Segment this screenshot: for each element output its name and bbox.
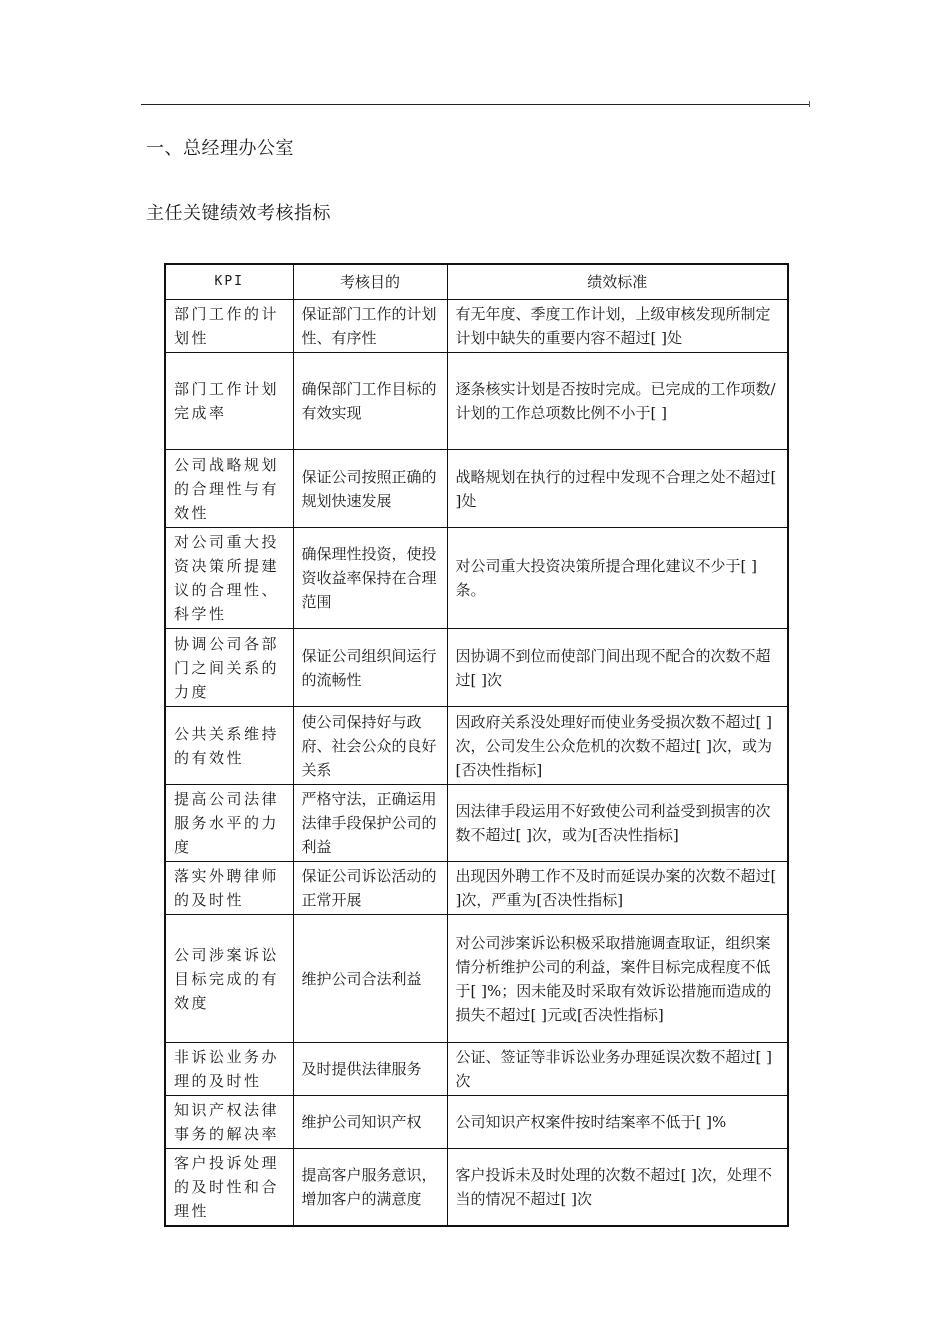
table-header-row [165,264,788,300]
standard-cell: 客户投诉未及时处理的次数不超过[ ]次，处理不当的情况不超过[ ]次 [447,1149,788,1227]
header-standard: 绩效标准 [447,264,788,300]
kpi-name-cell: 对公司重大投资决策所提建议的合理性、科学性 [165,528,293,629]
kpi-name-cell: 公司战略规划的合理性与有效性 [165,450,293,528]
table-row [165,629,788,707]
kpi-name-cell: 落实外聘律师的及时性 [165,862,293,915]
kpi-table [164,263,789,1227]
standard-cell: 公司知识产权案件按时结案率不低于[ ]% [447,1096,788,1149]
purpose-cell: 保证公司组织间运行的流畅性 [293,629,447,707]
standard-cell: 公证、签证等非诉讼业务办理延误次数不超过[ ]次 [447,1043,788,1096]
purpose-cell: 维护公司合法利益 [293,915,447,1043]
kpi-name-cell: 客户投诉处理的及时性和合理性 [165,1149,293,1227]
table-row [165,707,788,785]
standard-cell: 对公司重大投资决策所提合理化建议不少于[ ]条。 [447,528,788,629]
purpose-cell: 确保部门工作目标的有效实现 [293,353,447,450]
table-caption: 主任关键绩效考核指标 [146,203,331,224]
purpose-cell: 保证公司诉讼活动的正常开展 [293,862,447,915]
purpose-cell: 确保理性投资，使投资收益率保持在合理范围 [293,528,447,629]
table-row [165,785,788,862]
purpose-cell: 及时提供法律服务 [293,1043,447,1096]
kpi-name-cell: 部门工作计划完成率 [165,353,293,450]
table-row [165,1096,788,1149]
table-row [165,450,788,528]
table-row [165,353,788,450]
standard-cell: 因政府关系没处理好而使业务受损次数不超过[ ]次，公司发生公众危机的次数不超过[ ]次，或为[否决性指标] [447,707,788,785]
header-rule-tick [809,101,810,107]
standard-cell: 因法律手段运用不好致使公司利益受到损害的次数不超过[ ]次，或为[否决性指标] [447,785,788,862]
kpi-name-cell: 部门工作的计划性 [165,300,293,353]
kpi-name-cell: 公司涉案诉讼目标完成的有效度 [165,915,293,1043]
purpose-cell: 使公司保持好与政府、社会公众的良好关系 [293,707,447,785]
header-purpose: 考核目的 [293,264,447,300]
purpose-cell: 提高客户服务意识，增加客户的满意度 [293,1149,447,1227]
standard-cell: 有无年度、季度工作计划，上级审核发现所制定计划中缺失的重要内容不超过[ ]处 [447,300,788,353]
purpose-cell: 保证部门工作的计划性、有序性 [293,300,447,353]
table-row [165,915,788,1043]
standard-cell: 对公司涉案诉讼积极采取措施调查取证，组织案情分析维护公司的利益，案件目标完成程度不低于[ ]%；因未能及时采取有效诉讼措施而造成的损失不超过[ ]元或[否决性指标] [447,915,788,1043]
kpi-name-cell: 公共关系维持的有效性 [165,707,293,785]
kpi-name-cell: 知识产权法律事务的解决率 [165,1096,293,1149]
section-title: 一、总经理办公室 [146,138,294,159]
table-row [165,1043,788,1096]
purpose-cell: 严格守法，正确运用法律手段保护公司的利益 [293,785,447,862]
standard-cell: 因协调不到位而使部门间出现不配合的次数不超过[ ]次 [447,629,788,707]
purpose-cell: 维护公司知识产权 [293,1096,447,1149]
table-row [165,300,788,353]
header-rule [141,104,809,105]
table-row [165,1149,788,1227]
standard-cell: 战略规划在执行的过程中发现不合理之处不超过[ ]处 [447,450,788,528]
table-row [165,528,788,629]
table-row [165,862,788,915]
standard-cell: 逐条核实计划是否按时完成。已完成的工作项数/计划的工作总项数比例不小于[ ] [447,353,788,450]
kpi-name-cell: 非诉讼业务办理的及时性 [165,1043,293,1096]
header-kpi: KPI [165,264,293,300]
kpi-name-cell: 协调公司各部门之间关系的力度 [165,629,293,707]
kpi-name-cell: 提高公司法律服务水平的力度 [165,785,293,862]
purpose-cell: 保证公司按照正确的规划快速发展 [293,450,447,528]
standard-cell: 出现因外聘工作不及时而延误办案的次数不超过[ ]次，严重为[否决性指标] [447,862,788,915]
